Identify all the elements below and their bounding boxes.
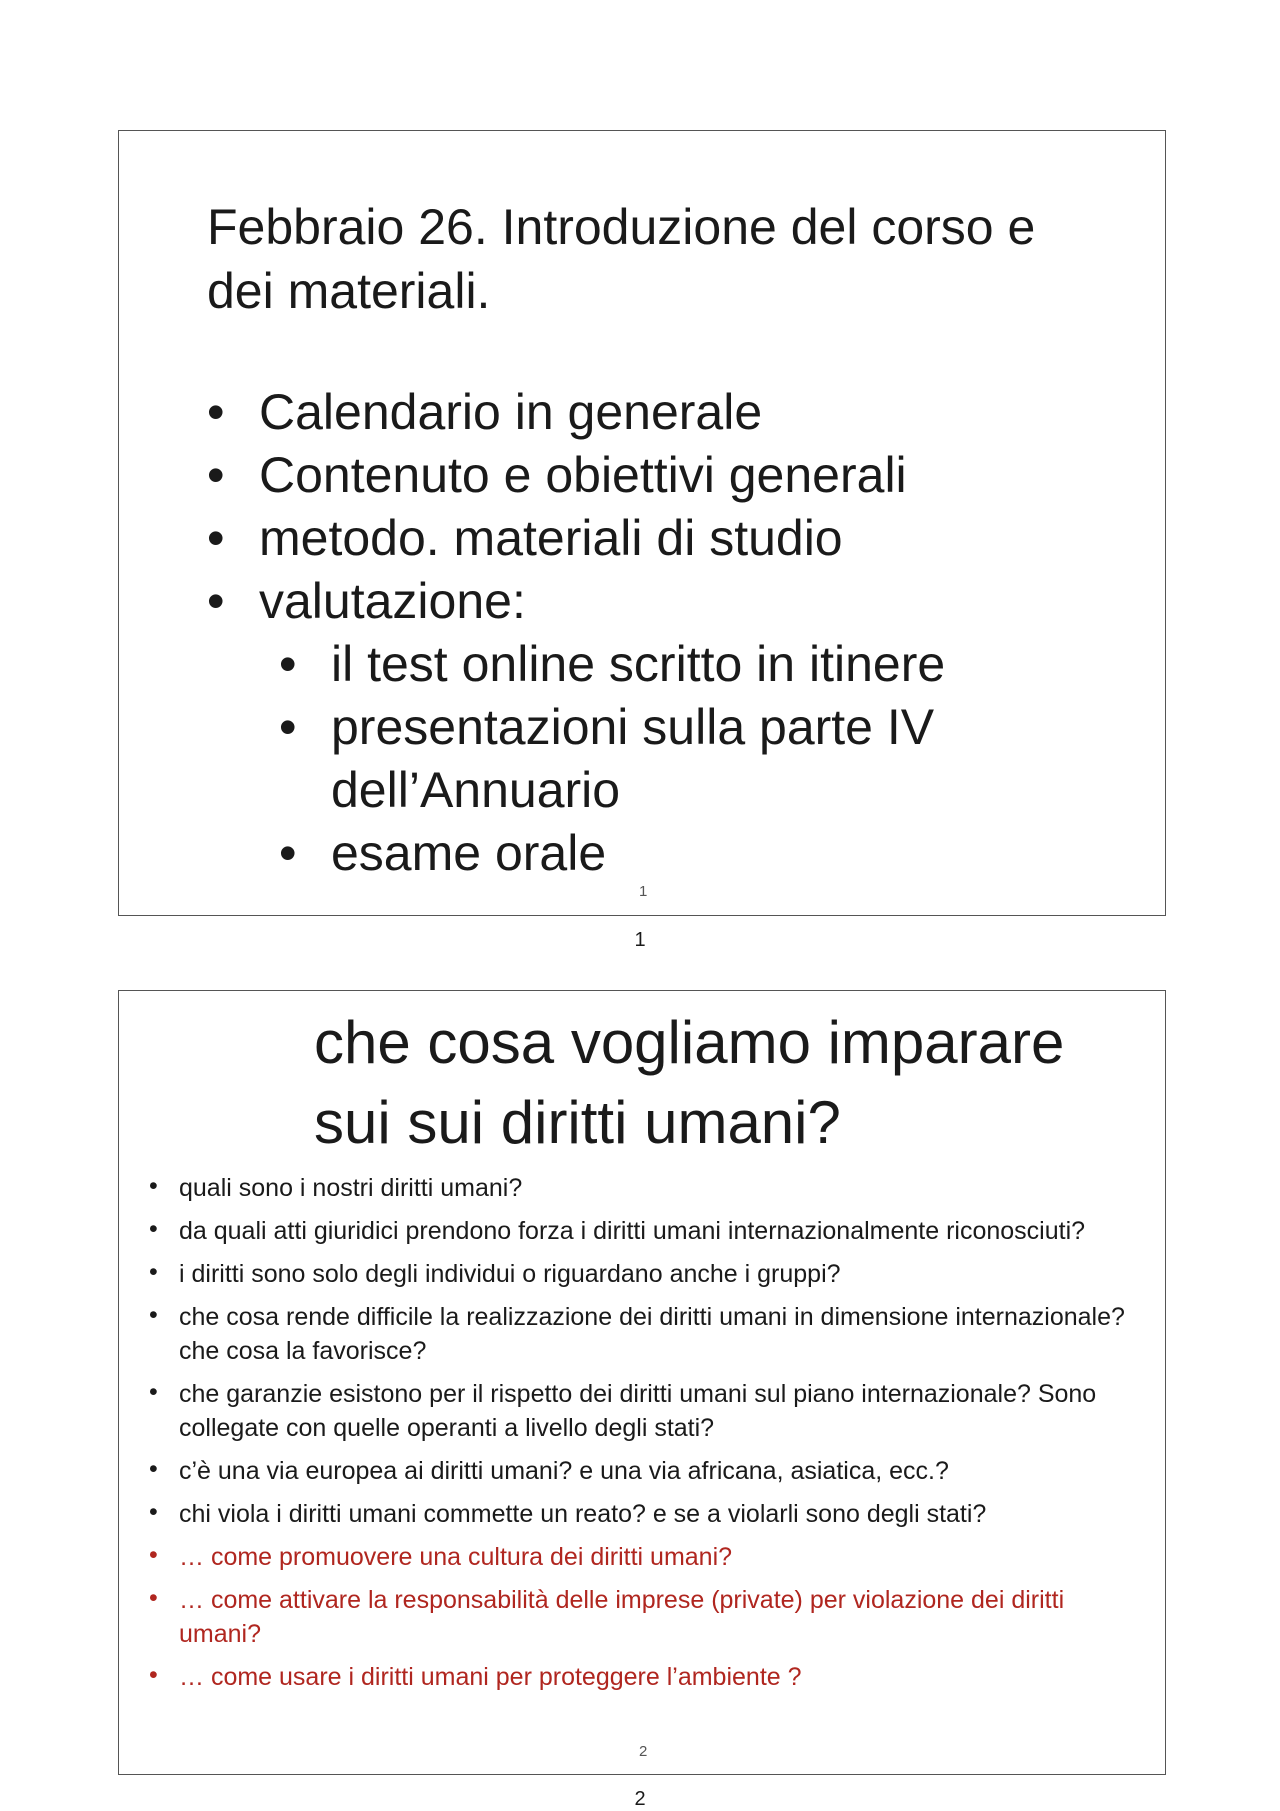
bullet-icon: •: [149, 1215, 158, 1243]
list-item-text: Calendario in generale: [259, 384, 763, 440]
question-item: [149, 1454, 1149, 1488]
question-text: che cosa rende difficile la realizzazione dei diritti umani in dimensione internazionale? che cosa la favorisce?: [179, 1303, 1125, 1365]
question-item: [149, 1214, 1149, 1248]
question-item: [149, 1257, 1149, 1291]
accent-question-item: [149, 1660, 1149, 1694]
sub-list-item: [207, 696, 1107, 822]
slide-number: 1: [639, 883, 648, 900]
question-item: [149, 1300, 1149, 1368]
sub-list-item: [207, 822, 1107, 885]
slide-1-sub-list: [207, 633, 1107, 885]
slide-2-question-list: [149, 1171, 1149, 1703]
accent-question-text: … come usare i diritti umani per proteggere l’ambiente ?: [179, 1663, 802, 1691]
list-item: [207, 570, 1107, 633]
question-text: quali sono i nostri diritti umani?: [179, 1174, 523, 1202]
slide-1-title: Febbraio 26. Introduzione del corso e dei materiali.: [207, 199, 1036, 319]
question-text: da quali atti giuridici prendono forza i diritti umani internazionalmente riconosciuti?: [179, 1217, 1086, 1245]
accent-question-text: … come promuovere una cultura dei diritti umani?: [179, 1543, 733, 1571]
bullet-icon: •: [149, 1301, 158, 1329]
slide-1-bullet-list: [207, 381, 1107, 633]
question-text: c’è una via europea ai diritti umani? e una via africana, asiatica, ecc.?: [179, 1457, 949, 1485]
bullet-icon: •: [279, 825, 297, 881]
sub-list-item-text: il test online scritto in itinere: [331, 636, 946, 692]
bullet-icon: •: [149, 1172, 158, 1200]
accent-question-item: [149, 1583, 1149, 1651]
bullet-icon: •: [207, 384, 225, 440]
list-item: [207, 507, 1107, 570]
accent-question-item: [149, 1540, 1149, 1574]
bullet-icon: •: [149, 1541, 158, 1569]
bullet-icon: •: [207, 573, 225, 629]
bullet-icon: •: [149, 1498, 158, 1526]
accent-question-text: … come attivare la responsabilità delle imprese (private) per violazione dei diritti umani?: [179, 1586, 1065, 1648]
sub-list-item-text: esame orale: [331, 825, 607, 881]
bullet-icon: •: [149, 1258, 158, 1286]
bullet-icon: •: [279, 699, 297, 755]
page-number: 2: [634, 1788, 646, 1810]
question-item: [149, 1171, 1149, 1205]
question-item: [149, 1497, 1149, 1531]
question-text: chi viola i diritti umani commette un reato? e se a violarli sono degli stati?: [179, 1500, 987, 1528]
question-text: i diritti sono solo degli individui o riguardano anche i gruppi?: [179, 1260, 841, 1288]
slide-1: [118, 130, 1166, 916]
list-item-text: Contenuto e obiettivi generali: [259, 447, 907, 503]
sub-list-item: [207, 633, 1107, 696]
list-item: [207, 444, 1107, 507]
bullet-icon: •: [279, 636, 297, 692]
sub-list-item-text: presentazioni sulla parte IV dell’Annuario: [331, 699, 935, 818]
slide-2-title: che cosa vogliamo imparare sui sui diritti umani?: [314, 1009, 1065, 1156]
bullet-icon: •: [207, 447, 225, 503]
question-item: [149, 1377, 1149, 1445]
bullet-icon: •: [149, 1661, 158, 1689]
slide-2: [118, 990, 1166, 1775]
question-text: che garanzie esistono per il rispetto dei diritti umani sul piano internazionale? Sono collegate con quelle operanti a livello degli stati?: [179, 1380, 1097, 1442]
page-number: 1: [634, 929, 646, 951]
bullet-icon: •: [149, 1378, 158, 1406]
bullet-icon: •: [149, 1455, 158, 1483]
slide-number: 2: [639, 1743, 648, 1760]
list-item-text: metodo. materiali di studio: [259, 510, 843, 566]
list-item: [207, 381, 1107, 444]
bullet-icon: •: [149, 1584, 158, 1612]
list-item-text: valutazione:: [259, 573, 526, 629]
bullet-icon: •: [207, 510, 225, 566]
